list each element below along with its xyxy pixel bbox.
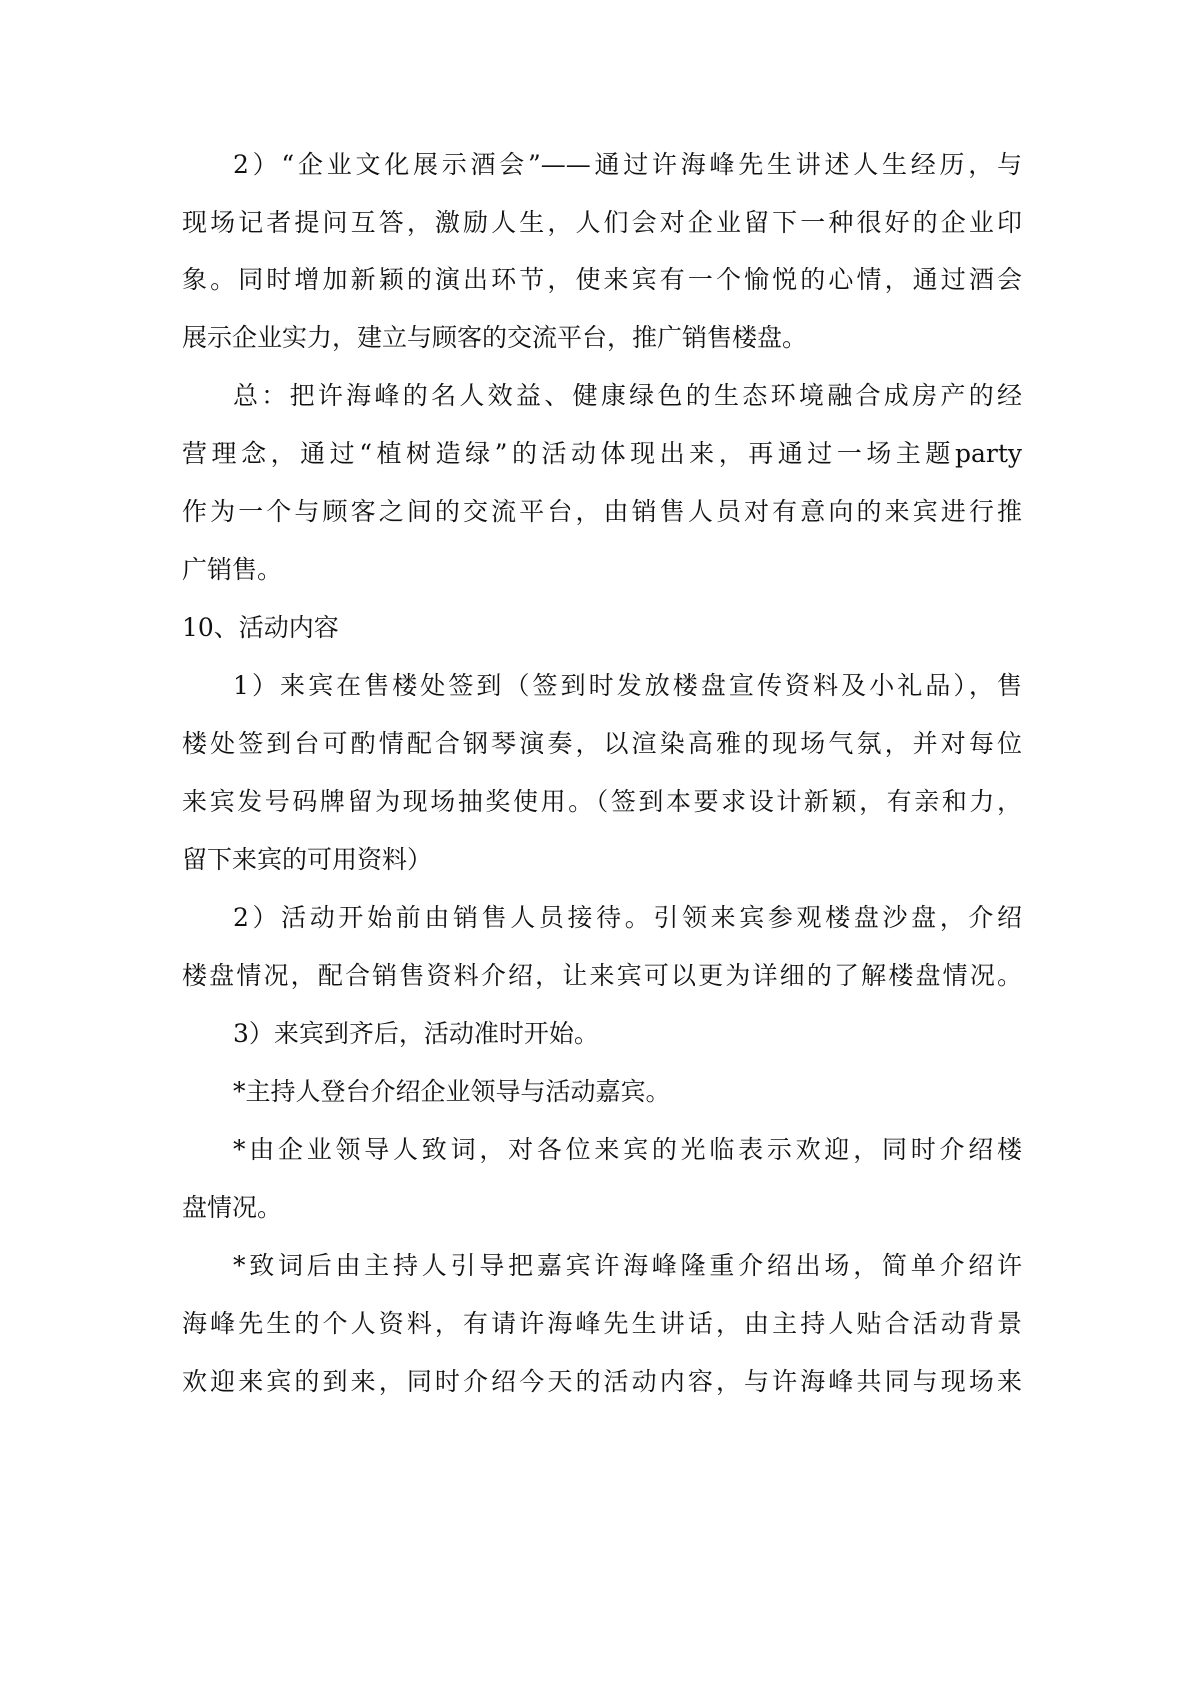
paragraph-line: 盘情况。	[182, 1193, 283, 1222]
paragraph-line: 3）来宾到齐后，活动准时开始。	[233, 1019, 599, 1048]
paragraph-line: 营理念，通过“植树造绿”的活动体现出来，再通过一场主题party	[182, 439, 1022, 468]
paragraph-line: 现场记者提问互答，激励人生，人们会对企业留下一种很好的企业印	[182, 208, 1022, 237]
paragraph-line: 总：把许海峰的名人效益、健康绿色的生态环境融合成房产的经	[233, 381, 1022, 410]
paragraph-line: *由企业领导人致词，对各位来宾的光临表示欢迎，同时介绍楼	[233, 1135, 1022, 1164]
paragraph-line: 来宾发号码牌留为现场抽奖使用。（签到本要求设计新颖，有亲和力，	[182, 787, 1022, 816]
paragraph-line: 2）活动开始前由销售人员接待。引领来宾参观楼盘沙盘，介绍	[233, 903, 1022, 932]
paragraph-line: *主持人登台介绍企业领导与活动嘉宾。	[233, 1077, 671, 1106]
paragraph-line: 留下来宾的可用资料）	[182, 845, 433, 874]
paragraph-line: 楼盘情况，配合销售资料介绍，让来宾可以更为详细的了解楼盘情况。	[182, 961, 1022, 990]
paragraph-line: 广销售。	[182, 555, 283, 584]
paragraph-line: 楼处签到台可酌情配合钢琴演奏，以渲染高雅的现场气氛，并对每位	[182, 729, 1022, 758]
paragraph-line: 展示企业实力，建立与顾客的交流平台，推广销售楼盘。	[182, 323, 808, 352]
paragraph-line: 象。同时增加新颖的演出环节，使来宾有一个愉悦的心情，通过酒会	[182, 265, 1022, 294]
section-heading: 10、活动内容	[182, 613, 339, 642]
paragraph-line: 作为一个与顾客之间的交流平台，由销售人员对有意向的来宾进行推	[182, 497, 1022, 526]
paragraph-line: 海峰先生的个人资料，有请许海峰先生讲话，由主持人贴合活动背景	[182, 1309, 1022, 1338]
paragraph-line: 1）来宾在售楼处签到（签到时发放楼盘宣传资料及小礼品），售	[233, 671, 1022, 700]
paragraph-line: 2）“企业文化展示酒会”——通过许海峰先生讲述人生经历，与	[233, 150, 1022, 179]
paragraph-line: *致词后由主持人引导把嘉宾许海峰隆重介绍出场，简单介绍许	[233, 1251, 1022, 1280]
paragraph-line: 欢迎来宾的到来，同时介绍今天的活动内容，与许海峰共同与现场来	[182, 1367, 1022, 1396]
